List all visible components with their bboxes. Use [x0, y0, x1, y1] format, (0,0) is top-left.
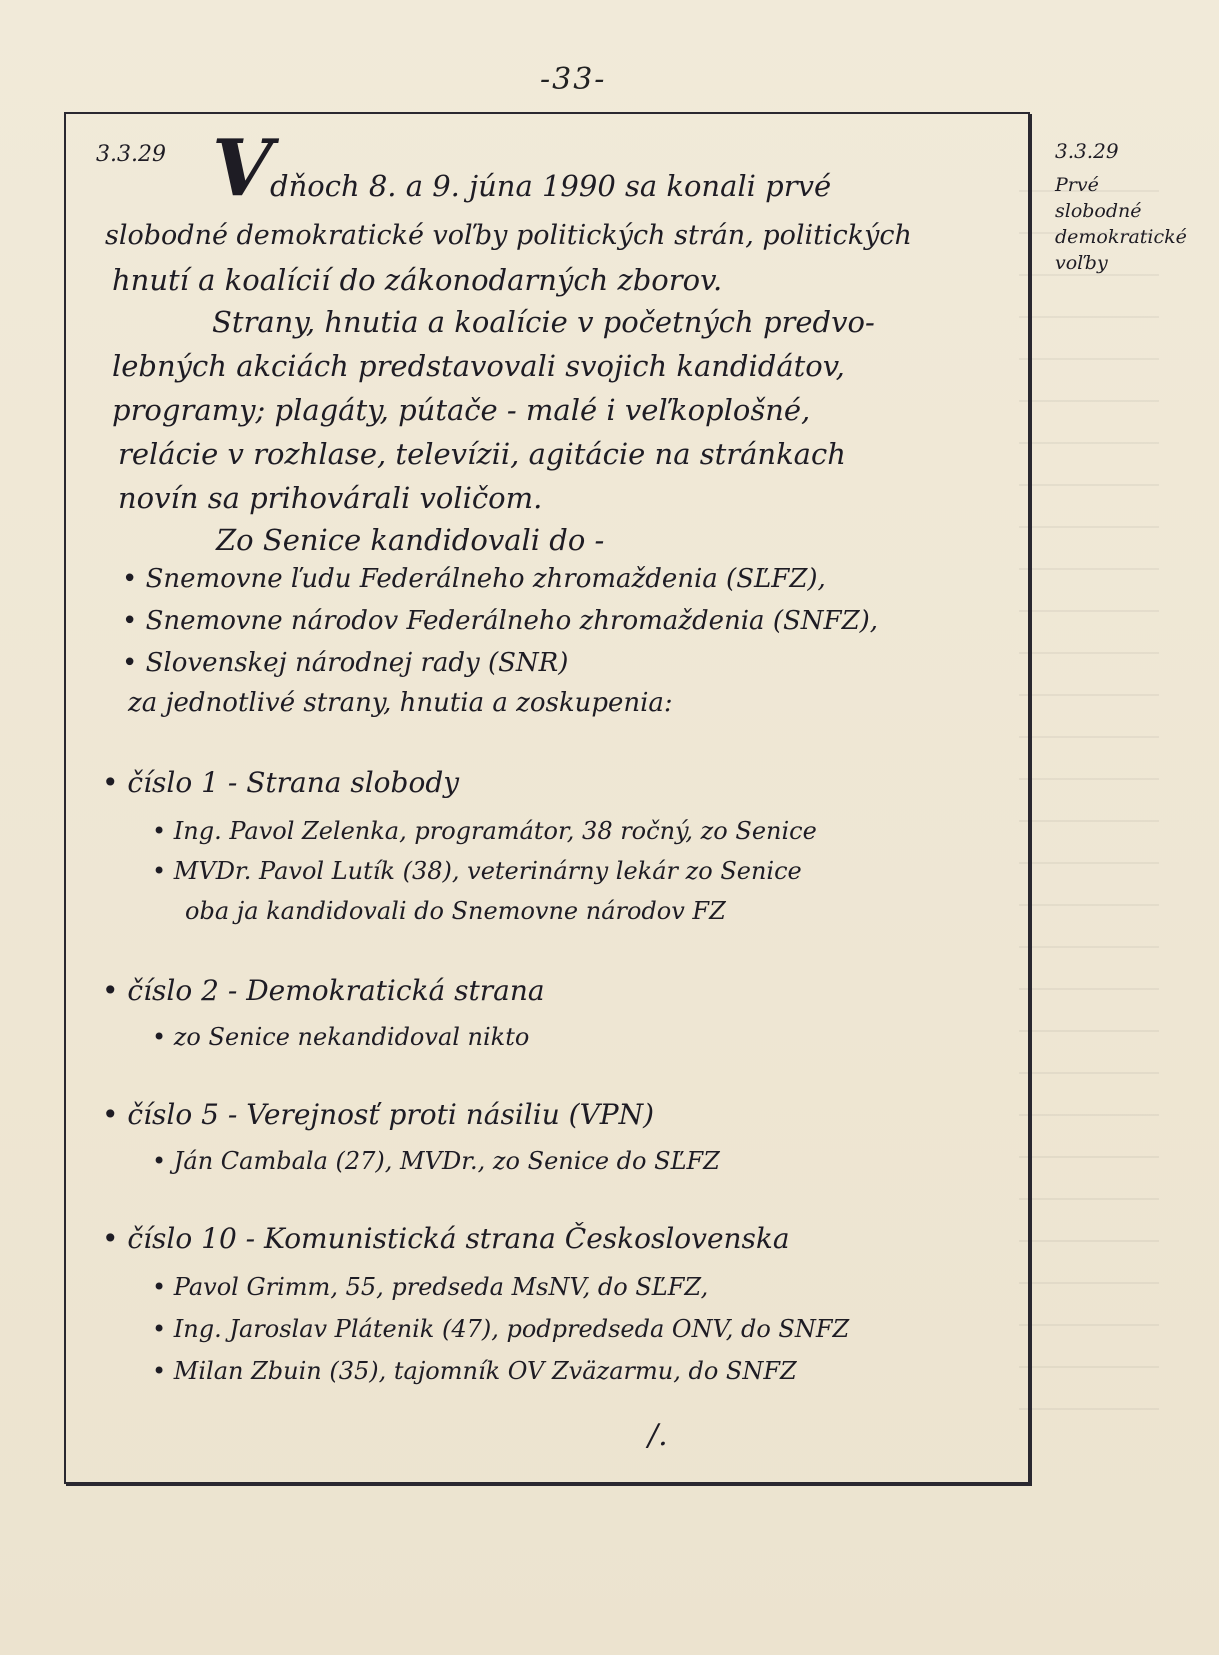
party-heading: • číslo 5 - Verejnosť proti násiliu (VPN) — [102, 1098, 655, 1131]
margin-note-line: demokratické — [1055, 226, 1187, 248]
margin-note — [1055, 138, 1187, 276]
margin-note-line: Prvé — [1055, 174, 1099, 196]
candidate-item: • Pavol Grimm, 55, predseda MsNV, do SĽFZ, — [152, 1273, 709, 1301]
candidate-item: • MVDr. Pavol Lutík (38), veterinárny lekár zo Senice — [152, 857, 802, 885]
candidate-item: • zo Senice nekandidoval nikto — [152, 1023, 530, 1051]
intro-line: lebných akciách predstavovali svojich kandidátov, — [112, 349, 845, 383]
candidate-item: oba ja kandidovali do Snemovne národov FZ — [185, 897, 726, 925]
party-heading: • číslo 10 - Komunistická strana Československa — [102, 1222, 790, 1255]
entry-date: 3.3.29 — [96, 142, 166, 167]
body-list-item: • Slovenskej národnej rady (SNR) — [122, 648, 569, 678]
intro-line: Zo Senice kandidovali do - — [216, 523, 605, 557]
candidate-item: • Ján Cambala (27), MVDr., zo Senice do SĽFZ — [152, 1147, 720, 1175]
intro-line: novín sa prihovárali voličom. — [118, 481, 543, 515]
bleed-through-texture — [1019, 150, 1159, 1450]
intro-line: Strany, hnutia a koalície v početných predvo- — [212, 305, 875, 339]
candidate-item: • Ing. Jaroslav Plátenik (47), podpredseda ONV, do SNFZ — [152, 1315, 850, 1343]
intro-line: hnutí a koalícií do zákonodarných zborov. — [112, 263, 723, 297]
body-list-item: • Snemovne národov Federálneho zhromaždenia (SNFZ), — [122, 606, 879, 636]
end-mark: /. — [648, 1418, 668, 1453]
party-heading: • číslo 2 - Demokratická strana — [102, 974, 545, 1007]
intro-line: relácie v rozhlase, televízii, agitácie na stránkach — [118, 437, 846, 471]
drop-cap: V — [212, 123, 273, 214]
body-list-caption: za jednotlivé strany, hnutia a zoskupenia: — [128, 688, 673, 718]
candidate-item: • Milan Zbuin (35), tajomník OV Zväzarmu, do SNFZ — [152, 1357, 797, 1385]
intro-line: slobodné demokratické voľby politických strán, politických — [105, 220, 912, 251]
body-list-item: • Snemovne ľudu Federálneho zhromaždenia (SĽFZ), — [122, 564, 826, 594]
candidate-item: • Ing. Pavol Zelenka, programátor, 38 ročný, zo Senice — [152, 817, 817, 845]
margin-note-date: 3.3.29 — [1055, 139, 1119, 163]
intro-line: dňoch 8. a 9. júna 1990 sa konali prvé — [270, 169, 832, 203]
party-heading: • číslo 1 - Strana slobody — [102, 766, 460, 799]
intro-line: programy; plagáty, pútače - malé i veľkoplošné, — [112, 393, 811, 427]
margin-note-line: slobodné — [1055, 200, 1142, 222]
page-number: -33- — [540, 62, 607, 97]
margin-note-line: voľby — [1055, 252, 1108, 274]
